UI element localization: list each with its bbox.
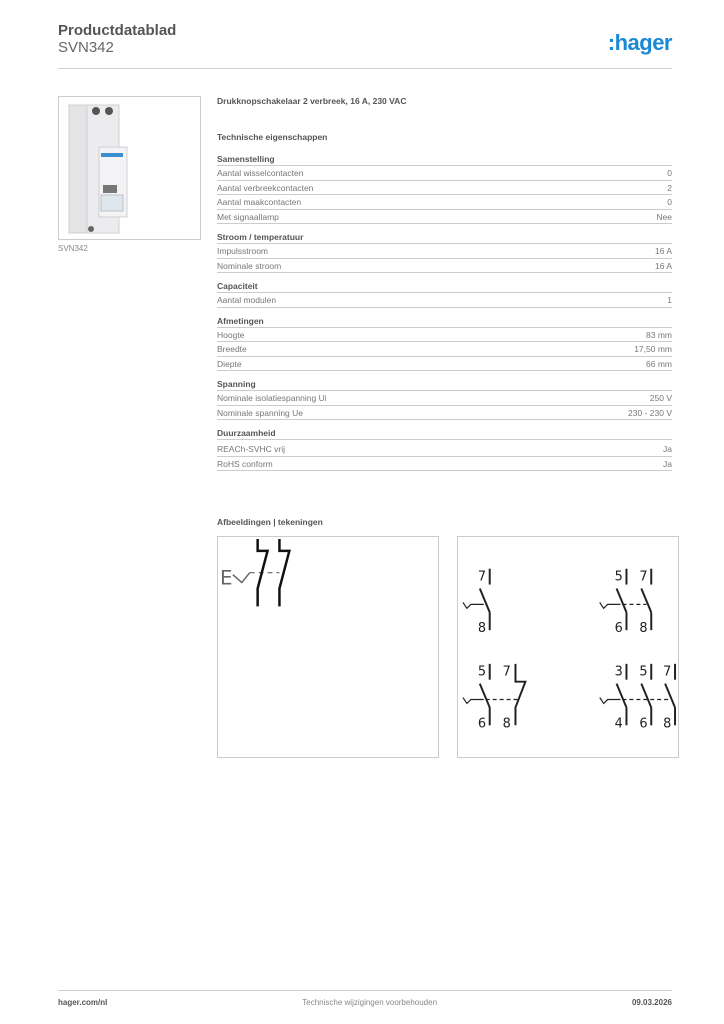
spec-value: 2 — [667, 182, 672, 193]
svg-text:8: 8 — [663, 716, 672, 732]
spec-row — [217, 457, 672, 472]
spec-row — [217, 328, 672, 343]
spec-group-duurzaamheid — [217, 428, 672, 471]
product-image — [58, 96, 201, 240]
spec-row — [217, 342, 672, 357]
spec-row — [217, 293, 672, 308]
svg-text:5: 5 — [639, 664, 648, 680]
spec-label: Nominale isolatiespanning Ui — [217, 393, 327, 403]
spec-value: Ja — [663, 444, 672, 454]
product-description: Drukknopschakelaar 2 verbreek, 16 A, 230 VAC — [217, 96, 407, 106]
spec-content — [217, 96, 672, 476]
svg-text:6: 6 — [614, 621, 623, 637]
svg-text:7: 7 — [477, 569, 487, 585]
document-date: 09.03.2026 — [631, 998, 672, 1007]
svg-text:7: 7 — [639, 569, 648, 585]
spec-label: Aantal modulen — [217, 295, 277, 305]
spec-value: 83 mm — [646, 329, 672, 340]
spec-label: Diepte — [217, 358, 242, 369]
svg-text:6: 6 — [639, 716, 648, 732]
svg-text:3: 3 — [614, 664, 623, 680]
disclaimer-text: Technische wijzigingen voorbehouden — [302, 998, 438, 1007]
spec-group-spanning — [217, 379, 672, 420]
svg-text:8: 8 — [502, 716, 511, 732]
document-title: Productdatablad — [58, 22, 177, 39]
spec-label: RoHS conform — [217, 458, 273, 469]
spec-value: 17,50 mm — [634, 344, 672, 354]
spec-group-title: Duurzaamheid — [217, 428, 672, 440]
spec-row — [217, 391, 672, 406]
spec-label: Aantal wisselcontacten — [217, 168, 304, 178]
spec-value: Nee — [656, 211, 672, 222]
spec-group-samenstelling — [217, 154, 672, 224]
spec-value: 1 — [667, 295, 672, 305]
spec-group-stroom — [217, 232, 672, 273]
pushbutton-nc-symbol-icon — [218, 537, 438, 757]
switch-device-icon — [59, 97, 202, 241]
spec-group-title: Afmetingen — [217, 316, 672, 328]
spec-group-afmetingen — [217, 316, 672, 372]
spec-row — [217, 442, 672, 457]
svg-text:5: 5 — [614, 569, 623, 585]
spec-row — [217, 166, 672, 181]
spec-group-title: Stroom / temperatuur — [217, 232, 672, 244]
contact-diagrams-icon — [458, 537, 678, 757]
svg-text:8: 8 — [477, 621, 487, 637]
product-code: SVN342 — [58, 39, 114, 56]
spec-row — [217, 181, 672, 196]
spec-group-title: Samenstelling — [217, 154, 672, 166]
spec-row — [217, 195, 672, 210]
spec-row — [217, 406, 672, 421]
svg-text:5: 5 — [477, 664, 487, 680]
spec-label: Impulsstroom — [217, 246, 269, 256]
spec-label: Met signaallamp — [217, 211, 279, 222]
page-footer — [58, 998, 672, 1007]
spec-value: 66 mm — [646, 358, 672, 369]
spec-value: 230 - 230 V — [628, 407, 672, 418]
spec-group-title: Capaciteit — [217, 281, 672, 293]
spec-label: Nominale spanning Ue — [217, 407, 303, 418]
spec-label: Nominale stroom — [217, 260, 282, 271]
circuit-symbol-drawing — [217, 536, 439, 758]
spec-group-capaciteit — [217, 281, 672, 308]
spec-value: 250 V — [649, 393, 672, 403]
website-link[interactable]: hager.com/nl — [58, 998, 108, 1007]
spec-label: Aantal verbreekcontacten — [217, 182, 314, 193]
svg-text:E: E — [219, 566, 233, 590]
spec-value: 16 A — [654, 260, 672, 271]
spec-value: Ja — [663, 458, 672, 469]
spec-label: Hoogte — [217, 329, 245, 340]
svg-text:7: 7 — [502, 664, 511, 680]
spec-row — [217, 357, 672, 372]
spec-value: 0 — [667, 168, 672, 178]
footer-divider — [58, 990, 672, 991]
drawings-heading: Afbeeldingen | tekeningen — [217, 517, 323, 527]
spec-label: Aantal maakcontacten — [217, 197, 302, 207]
spec-row — [217, 210, 672, 225]
spec-row — [217, 244, 672, 259]
svg-text:6: 6 — [477, 716, 487, 732]
specs-heading: Technische eigenschappen — [217, 132, 328, 142]
spec-value: 16 A — [654, 246, 672, 256]
header-divider — [58, 68, 672, 69]
svg-text:8: 8 — [639, 621, 648, 637]
spec-value: 0 — [667, 197, 672, 207]
svg-text:4: 4 — [614, 716, 623, 732]
spec-group-title: Spanning — [217, 379, 672, 391]
product-image-caption: SVN342 — [58, 244, 88, 253]
svg-text:7: 7 — [663, 664, 672, 680]
spec-label: Breedte — [217, 344, 247, 354]
spec-label: REACh-SVHC vrij — [217, 444, 286, 454]
contact-variants-drawing — [457, 536, 679, 758]
hager-logo: :hager — [607, 30, 672, 55]
page-header — [58, 22, 672, 70]
spec-row — [217, 259, 672, 274]
